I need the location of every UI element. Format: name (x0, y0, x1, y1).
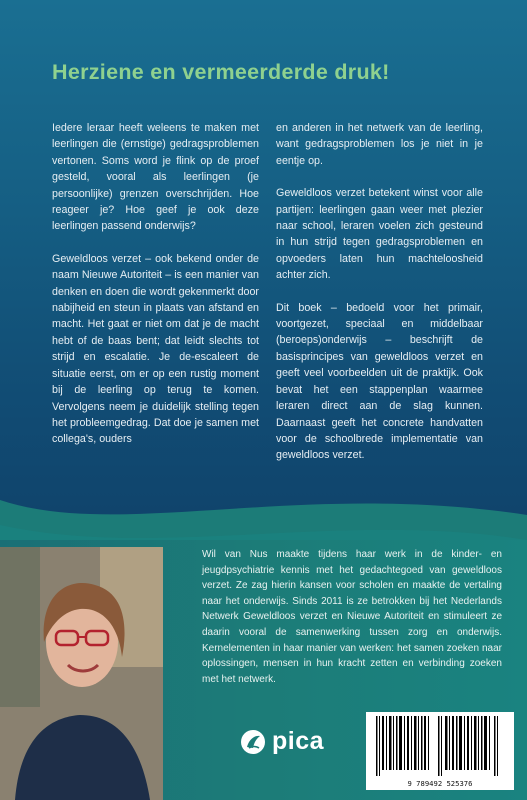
isbn-barcode (366, 712, 514, 790)
publisher-logo (240, 727, 324, 756)
paragraph: en anderen in het netwerk van de leerling, want gedragsproblemen los je niet in je eentje op. (276, 122, 483, 167)
publisher-name: pica (272, 727, 325, 755)
author-photo (0, 547, 163, 800)
paragraph: Geweldloos verzet – ook bekend onder de naam Nieuwe Autoriteit – is een manier van denken en doen die wordt gekenmerkt door nabijheid en steun in plaats van afstand en macht. Het gaat er niet om dat je de macht hebt of de baas bent; dat leidt slechts tot strijd en escalatie. Je de-escaleert de situatie eerst, om er op een rustig moment bij de leerling op terug te komen. Vervolgens neem je duidelijk stelling tegen het probleemgedrag. Dat doe je samen met collega's, ouders (52, 252, 259, 446)
paragraph: Iedere leraar heeft weleens te maken met leerlingen die (ernstige) gedragsproblemen vertonen. Soms word je flink op de proef gesteld, vooral als leerlingen (je persoonlijke) grenzen overschrijden. Hoe reageer je? Hoe geef je ook deze leerlingen passend onderwijs? (52, 122, 259, 233)
paragraph: Dit boek – bedoeld voor het primair, voortgezet, speciaal en middelbaar (beroeps)onderwijs – beschrijft de basisprincipes van geweldloos verzet en geeft veel voorbeelden uit de praktijk. Ook bevat het een stappenplan waarmee leraren direct aan de slag kunnen. Daarnaast geeft het concrete handvatten voor de schoolbrede implementatie van geweldloos verzet. (276, 301, 483, 462)
barcode-icon (366, 712, 514, 778)
body-column-left (52, 120, 259, 464)
isbn-number: 9 789492 525376 (407, 779, 473, 788)
body-column-right (276, 120, 483, 480)
pica-logo-icon (240, 729, 266, 755)
paragraph: Geweldloos verzet betekent winst voor alle partijen: leerlingen gaan weer met plezier naar school, leraren voelen zich gesteund in hun strijd tegen gedragsproblemen en opvoeders laten hun machteloosheid achter zich. (276, 187, 483, 282)
headline: Herziene en vermeerderde druk! (52, 60, 390, 84)
author-bio: Wil van Nus maakte tijdens haar werk in de kinder- en jeugdpsychiatrie kennis met het gedachtegoed van geweldloos verzet. Ze zag hierin kansen voor scholen en maakte de vertaling naar het onderwijs. Sinds 2011 is ze betrokken bij het Nederlands Netwerk Geweldloos verzet en Nieuwe Autoriteit en stimuleert ze daarin vooral de samenwerking tussen zorg en onderwijs. Kernelementen in haar manier van werken: het samen zoeken naar oplossingen, mensen in hun kracht zetten en verbinding zoeken met het netwerk. (202, 549, 502, 685)
